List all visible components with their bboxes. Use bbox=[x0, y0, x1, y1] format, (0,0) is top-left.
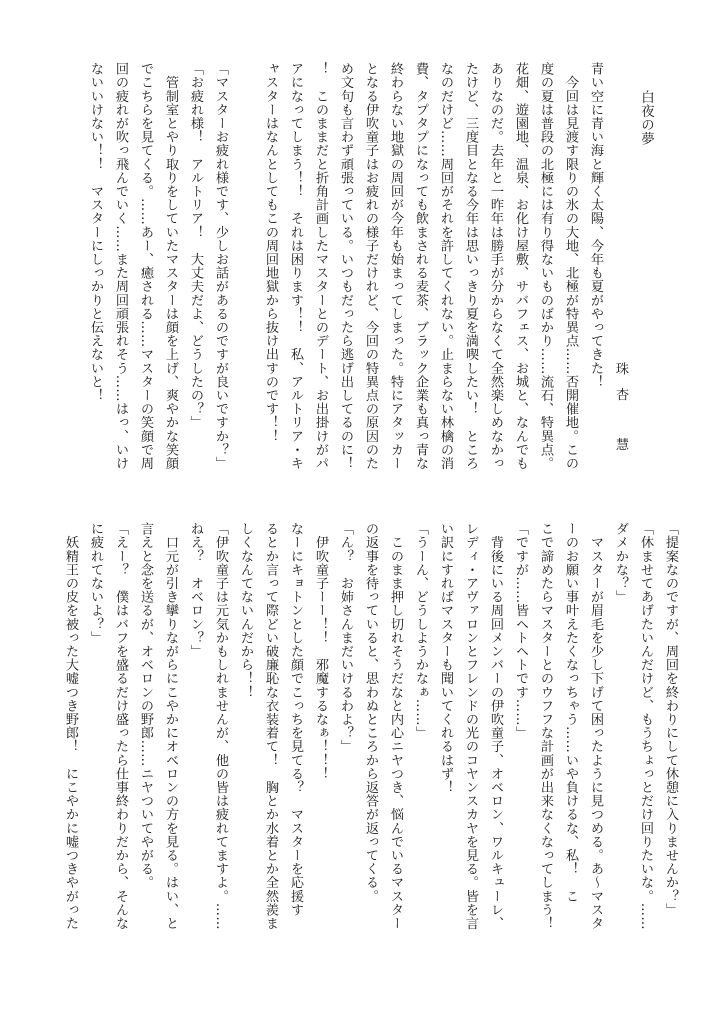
text-line: の返事を待っていると、思わぬところから返答が返ってくる。 bbox=[363, 522, 378, 903]
text-line: レディ・アヴァロンとフレンドの光のコヤンスカヤを見る。皆を言 bbox=[463, 522, 478, 930]
text-line: に疲れてないよ？」 bbox=[88, 522, 103, 645]
text-line: ありなのだ。去年と一昨年は勝手が分からなくて全然楽しめなかっ bbox=[488, 62, 503, 470]
author-name: 珠杏 慧 bbox=[613, 362, 628, 463]
text-line: ダメかな？」 bbox=[613, 522, 628, 604]
text-line: ーのお願い事叶えたくなっちゃう……いや負けるな、私！ こ bbox=[563, 522, 578, 903]
text-line: 費、タプタプになっても飲まされる麦茶、ブラック企業も真っ青な bbox=[413, 62, 428, 470]
text-line: なーにキョトンとした顔でこっちを見てる？ マスターを応援す bbox=[288, 522, 303, 917]
text-line: このまま押し切れそうだなと内心ニヤつき、悩んでいるマスター bbox=[388, 522, 403, 930]
text-line: 今回は見渡す限りの氷の大地、北極が特異点……否開催地。この bbox=[563, 62, 578, 470]
text-line: め文句も言わず頑張っている。いつもだったら逃げ出してるのに！ bbox=[338, 62, 353, 470]
text-line: 言えと念を送るが、オベロンの野郎……ニヤついてやがる。 bbox=[138, 522, 153, 890]
upper-text-block bbox=[40, 62, 683, 477]
text-line: 青い空に青い海と輝く太陽、今年も夏がやってきた！ bbox=[588, 62, 603, 389]
text-line: るとか言って際どい破廉恥な衣装着て！ 胸とか水着とか全然羨ま bbox=[263, 522, 278, 930]
text-line: ないいけない！！ マスターにしっかりと伝えないと！ bbox=[88, 62, 103, 402]
text-line: ねえ？ オベロン？」 bbox=[188, 522, 203, 658]
text-line: 「伊吹童子は元気かもしれませんが、他の皆は疲れてますよ。…… bbox=[213, 522, 228, 930]
text-line: い訳にすればマスターも聞いてくれるはず！ bbox=[438, 522, 453, 794]
text-line: 「マスターお疲れ様です、少しお話があるのですが良いですか？」 bbox=[213, 62, 228, 470]
text-line: でこちらを見てくる。……あー、癒される……マスターの笑顔で周 bbox=[138, 62, 153, 470]
text-line: なのだけど……周回がそれを許してくれない。止まらない林檎の消 bbox=[438, 62, 453, 470]
text-line: ャスターはなんとしてもこの周回地獄から抜け出すのです！！ bbox=[263, 62, 278, 443]
text-line: 度の夏は普段の北極には有り得ないものばかり……流石、特異点。 bbox=[538, 62, 553, 470]
leading-gap bbox=[658, 62, 683, 477]
text-line: 「うーん、どうしようかなぁ……」 bbox=[413, 522, 428, 740]
text-line: ！ このままだと折角計画したマスターとのデート、お出掛けがパ bbox=[313, 62, 328, 470]
text-line: 回の疲れが吹っ飛んでいく……また周回頑張れそう……はっ、いけ bbox=[113, 62, 128, 470]
text-line: アになってしまう！！ それは困ります！！ 私、アルトリア・キ bbox=[288, 62, 303, 470]
text-line: 「提案なのですが、周回を終わりにして休憩に入りませんか？」 bbox=[663, 522, 678, 917]
blank-line bbox=[233, 62, 258, 477]
story-title: 白夜の夢 bbox=[638, 90, 654, 146]
text-line: 「休ませてあげたいんだけど、もうちょっとだけ回りたいな。…… bbox=[638, 522, 653, 930]
text-line: 口元が引き攣りながらにこやかにオベロンの方を見る。はい、と bbox=[163, 522, 178, 930]
text-line: マスターが眉毛を少し下げて困ったように見つめる。あ〜マスタ bbox=[588, 522, 603, 930]
text-line: 「えー？ 僕はバフを盛るだけ盛ったら仕事終わりだから、そんな bbox=[113, 522, 128, 930]
text-line: 花畑、遊園地、温泉、お化け屋敷、サバフェス、お城と、なんでも bbox=[513, 62, 528, 470]
lower-text-block bbox=[40, 522, 683, 967]
text-line: こで諦めたらマスターとのウフフな計画が出来なくなってしまう！ bbox=[538, 522, 553, 930]
text-line: 「ですが……皆ヘトヘトです……」 bbox=[513, 522, 528, 740]
text-line: 終わらない地獄の周回が今年も始まってしまった。特にアタッカー bbox=[388, 62, 403, 470]
text-line: 妖精王の皮を被った大嘘つき野郎！ にこやかに嘘つきやがった bbox=[63, 522, 78, 930]
text-line: しくなんてないんだから！！ bbox=[238, 522, 253, 699]
text-line: 背後にいる周回メンバーの伊吹童子、オベロン、ワルキューレ、 bbox=[488, 522, 503, 930]
text-line: 「お疲れ様！ アルトリア！ 大丈夫だよ、どうしたの？」 bbox=[188, 62, 203, 430]
text-line: 伊吹童子ーー！！ 邪魔するなぁ！！！ bbox=[313, 522, 328, 781]
text-line: となる伊吹童子はお疲れの様子だけれど、今回の特異点の原因のた bbox=[363, 62, 378, 470]
text-line: たけど、三度目となる今年は思いっきり夏を満喫したい！ ところ bbox=[463, 62, 478, 470]
text-line: 管制室とやり取りをしていたマスターは顔を上げ、爽やかな笑顔 bbox=[163, 62, 178, 470]
text-line: 「ん？ お姉さんまだいけるわよ？」 bbox=[338, 522, 353, 754]
